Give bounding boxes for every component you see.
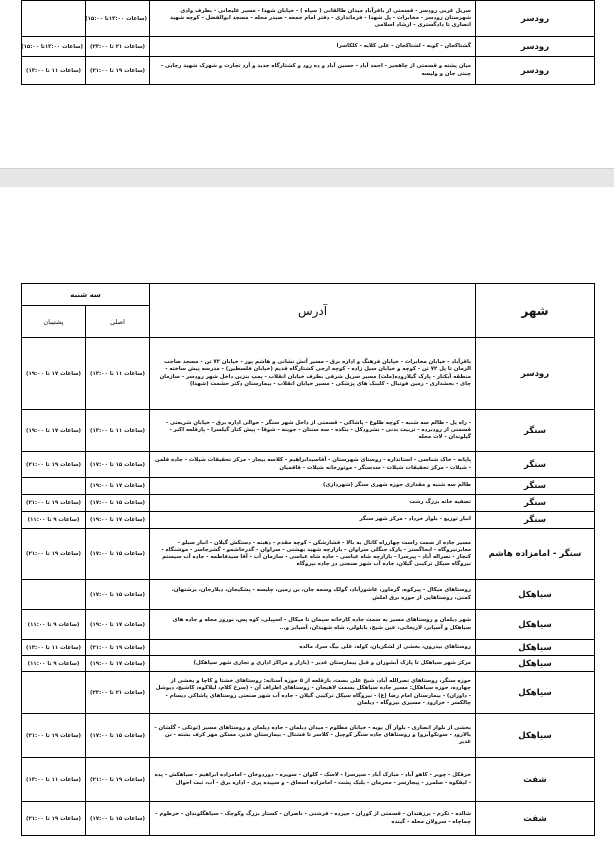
city-cell: سنگر - امامزاده هاشم — [476, 529, 595, 580]
page — [0, 187, 614, 864]
main-time-cell: (ساعات ۱۳:۰۰تا ۱۵:۰۰) — [86, 1, 150, 37]
page-separator — [0, 168, 614, 188]
city-cell: شفت — [476, 758, 595, 802]
backup-time-cell: (ساعات ۱۷ تا ۱۹:۰۰) — [22, 338, 86, 410]
main-time-cell: (ساعات ۱۵ تا ۱۷:۰۰) — [86, 495, 150, 512]
table-row — [22, 580, 595, 610]
address-cell: روستاهای میکال - پیرکوه، گرماور، عاشورآباد، گولک وسمه جان، بن زمین، چلیسه - پشکیجان، دیلارجان، برشنهان، کمنی، روستاهایی از حوزه برق املش — [150, 580, 476, 610]
address-cell: مسیر جاده از سمت راست چهارراه کانال به بالا - فشارشکن - کوچه مقدم - دهبنه - دستکش گیلان - انبار سبلو - معابرنیروگاه - ابحاگستر - پارک جنگلی سراوان - بازارچه شهید بهشتی - سراوان - گدرخاشمو - گشرجاسر - موشنگاه - کنجار - نصراله آباد - پیرسرا - بازارچه شاه عباسی - جاده شاه عباسی - سازمان آب - آقا سیدفاطمه - جاده آب سیستم نیروگاه سیکل ترکیبی گیلان، جاده آب شهر صنعتی در جاده نیروگاه — [150, 529, 476, 580]
table-row — [22, 452, 595, 478]
city-cell: سیاهکل — [476, 656, 595, 672]
table-row — [22, 714, 595, 758]
address-cell: انبار توزیع - بلوار خرداد - مرکز شهر سنگر — [150, 512, 476, 529]
backup-time-cell: (ساعات ۱۱ تا ۱۳:۰۰) — [22, 57, 86, 85]
main-time-cell: (ساعات ۱۹ تا ۲۱:۰۰) — [86, 640, 150, 656]
previous-page-fragment — [0, 0, 614, 168]
main-time-cell: (ساعات ۱۹ تا ۲۱:۰۰) — [86, 758, 150, 802]
city-cell: رودسر — [476, 338, 595, 410]
address-cell: گشتاکجان - کوبه - لشتاکجان - علی کلایه - کلکاسرا — [150, 37, 476, 57]
table-row — [22, 672, 595, 714]
city-cell: رودسر — [476, 57, 595, 85]
main-time-cell: (ساعات ۱۵ تا ۱۷:۰۰) — [86, 529, 150, 580]
address-cell: حوزه سنگر، روستاهای نصرالله آباد، شیخ علی بست، بازقلعه از ۵ حوزه آستانه: روستاهای خشتا و کاچا و بخشی از چهارده، حوزه سیاهکل: مسیر جاده سیاهکل بسمت لاهیجان - روستاهای اطراف آن - (سرخ کلام، لیلاکوه، کاشیچ، دیوشل - داوزان) - بیمارستان امام رضا (ع) - نیروگاه سیکل ترکیبی گیلان - جاده آب شهر صنعتی روستاهای پاشاکی دیسام - چالکسر - خرارود - مسیری نیروگاه - دیلمان — [150, 672, 476, 714]
main-time-cell: (ساعات ۱۷ تا ۱۹:۰۰) — [86, 478, 150, 495]
day-column-header: سه شنبه — [22, 284, 150, 306]
table-row — [22, 37, 595, 57]
address-cell: خرفکل - چوبر - کاهو آباد - مبارک آباد - سپرسرا - لاسک - کلوان - سویره - دوردوخان - امامزاده ابراهیم - سیاهکش - پده - لیفکوه - سلمرز - پیجارسر - محرمان - بلبک پشت - امامزاده اسحاق - و سپیده پری - اداره برق - آب، ثبت احوال — [150, 758, 476, 802]
main-time-cell: (ساعات ۱۹ تا ۲۱:۰۰) — [86, 57, 150, 85]
city-cell: سنگر — [476, 452, 595, 478]
outage-schedule-table — [21, 283, 595, 836]
backup-time-cell: (ساعات ۹ تا ۱۱:۰۰) — [22, 656, 86, 672]
address-cell: پاپانه - خاک شناسی - استانداره - روستای شهرستان - آقاسیدابراهیم - کلاسه بیجار - مرکز تحقیقات شیلات - جاده فلمن - شیلات - مرکز تحقیقات شیلات - سدسنگر - موتورخانه شیلات - فاقمیان — [150, 452, 476, 478]
address-cell: مرکز شهر سیاهکل تا پارک آبشوران و قبل بیمارستان غدیر - (بازار و مراکز اداری و تجاری شهر سیاهکل) — [150, 656, 476, 672]
main-column-header: اصلی — [86, 306, 150, 338]
address-column-header: آدرس — [150, 284, 476, 338]
address-cell: شهر دیلمان و روستاهای مسیر به سمت جاده کارخانه سیمان تا میکال - اسپیلی، کوه پس، نوروز محله و جاده های سیاهکل و آسیابر، لاریخانی، عین شیخ، بابلولی، شاه شهیدان، آسیابر و... — [150, 610, 476, 640]
top-table — [21, 0, 595, 85]
backup-time-cell: (ساعات ۱۳:۰۰تا ۱۵:۰۰) — [22, 37, 86, 57]
table-row — [22, 338, 595, 410]
main-time-cell: (ساعات ۱۷ تا ۱۹:۰۰) — [86, 512, 150, 529]
backup-time-cell: (ساعات ۱۹ تا ۲۱:۰۰) — [22, 802, 86, 836]
city-cell: سیاهکل — [476, 714, 595, 758]
main-time-cell: (ساعات ۱۵ تا ۱۷:۰۰) — [86, 802, 150, 836]
backup-time-cell: (ساعات ۹ تا ۱۱:۰۰) — [22, 512, 86, 529]
table-row — [22, 478, 595, 495]
address-cell: بخشی از بلوار انصاری - بلوار آل بویه - خیابان مطلوم - میدان دیلمان - جاده دیلمان و روستاهای مسیر (توتکی - گلشان - بالارود - سوتکوآبرو) و روستاهای جاده سنگر کوچیل - کلاسر تا فشتال - بیمارستان غدیر، مسکن مهر کرف بشته - تن غدیر — [150, 714, 476, 758]
table-row — [22, 57, 595, 85]
city-cell: رودسر — [476, 1, 595, 37]
city-cell: سنگر — [476, 478, 595, 495]
main-time-cell: (ساعات ۱۷ تا ۱۹:۰۰) — [86, 610, 150, 640]
table-row — [22, 640, 595, 656]
address-cell: - راه پل - طالم سه شنبه - کوچه طلوع - پاشاکی - قسمتی از داخل شهر سنگر - حوالی اداره برق - خیابان شریعتی - قسمتی از رودبرده - تربیت بدنی - نشرودکل - بنکده - سه سنتان - جوینه - شوقا - پیش کنار گیلسرا - پازقلعه اکبر - گیلوندان - لات محله — [150, 410, 476, 452]
address-cell: شالده - تکرم - برزهندان - قسمتی از کوران - جیرده - فرشتی - ناصران - کسنار بزرگ وکوچک - سیاهگلوندان - خرطوم - چماچاه - سرولان محله - گینده — [150, 802, 476, 836]
table-row — [22, 1, 595, 37]
table-row — [22, 495, 595, 512]
table-row — [22, 529, 595, 580]
city-cell: سیاهکل — [476, 610, 595, 640]
main-time-cell: (ساعات ۲۱ تا ۲۳:۰۰) — [86, 672, 150, 714]
backup-time-cell: (ساعات ۹ تا ۱۱:۰۰) — [22, 610, 86, 640]
city-cell: سیاهکل — [476, 580, 595, 610]
main-time-cell: (ساعات ۱۱ تا ۱۳:۰۰) — [86, 410, 150, 452]
city-cell: سیاهکل — [476, 672, 595, 714]
city-cell: سنگر — [476, 495, 595, 512]
city-cell: سنگر — [476, 410, 595, 452]
backup-time-cell: (ساعات ۱۱ تا ۱۳:۰۰) — [22, 640, 86, 656]
table-row — [22, 410, 595, 452]
backup-time-cell — [22, 478, 86, 495]
backup-time-cell — [22, 1, 86, 37]
address-cell: تصفیه خانه بزرگ رشت — [150, 495, 476, 512]
city-cell: رودسر — [476, 37, 595, 57]
city-column-header: شهر — [476, 284, 595, 338]
table-row — [22, 758, 595, 802]
table-row — [22, 512, 595, 529]
backup-time-cell: (ساعات ۱۹ تا ۲۱:۰۰) — [22, 495, 86, 512]
city-cell: شفت — [476, 802, 595, 836]
main-time-cell: (ساعات ۱۷ تا ۱۹:۰۰) — [86, 656, 150, 672]
address-cell: طالم سه شنبه و مقداری حوزه شهری سنگر (شهرداری) — [150, 478, 476, 495]
backup-time-cell: (ساعات ۱۹ تا ۲۱:۰۰) — [22, 714, 86, 758]
table-row — [22, 656, 595, 672]
address-cell: میان پشته و قسمتی از چاهجیر - احمد آباد - حسین آباد و ده رود و کشتارگاه جدید و آرد تجارت و شهرک شهید رجایی - چینی جان و ولیسه — [150, 57, 476, 85]
backup-time-cell — [22, 580, 86, 610]
main-time-cell: (ساعات ۱۱ تا ۱۳:۰۰) — [86, 338, 150, 410]
backup-time-cell — [22, 672, 86, 714]
backup-time-cell: (ساعات ۱۱ تا ۱۳:۰۰) — [22, 758, 86, 802]
address-cell: سریل غربی رودسر - قسمتی از بافرآباد میدان طالقانی ( سپاه ) - خیابان شهدا - مسیر علیجانی - بطرف وادی شهرستان رودسر - مخابرات - پل شهدا - فرمانداری - دفتر امام جمعه - صیدر محله - مسجد ابوالفضل - کوچه شهید انصاری تا دادگستری - ارشاد اسلامی — [150, 1, 476, 37]
city-cell: سنگر — [476, 512, 595, 529]
address-cell: باقرآباد - خیابان مخابرات - خیابان فرهنگ و اداره برق - مسیر آتش نشانی و هاشم پور - خیابان ۷۲ تن - مسجد صاحب الزمان تا پل ۷۲ تن - کوچه و خیابان سیل زاده - کوچه ارجی کشتارگاه قدیم (خیابان فلسطین) - مدرسه پیش ساخته - منطقه آبکنار - پارک گیلاروده(ملت) مسیر سریل شرقی بطرف خیابان انقلاب - پمپ بنزین داخل شهر رودسر - سازمان چای - بخشداری - زمین فوتبال - کلینک های پزشکی - مسیر خیابان انقلاب - بیمارستان دکتر حشمت (شهدا) — [150, 338, 476, 410]
main-time-cell: (ساعات ۱۵ تا ۱۷:۰۰) — [86, 580, 150, 610]
city-cell: سیاهکل — [476, 640, 595, 656]
backup-column-header: پشتیبان — [22, 306, 86, 338]
main-time-cell: (ساعات ۲۱ تا ۲۳:۰۰) — [86, 37, 150, 57]
backup-time-cell: (ساعات ۱۹ تا ۲۱:۰۰) — [22, 452, 86, 478]
backup-time-cell: (ساعات ۱۹ تا ۲۱:۰۰) — [22, 529, 86, 580]
main-time-cell: (ساعات ۱۵ تا ۱۷:۰۰) — [86, 452, 150, 478]
table-row — [22, 802, 595, 836]
address-cell: روستاهای بیدرون، بخشی از لشکریان، کوله، علی بیگ سرا، مالده — [150, 640, 476, 656]
backup-time-cell: (ساعات ۱۷ تا ۱۹:۰۰) — [22, 410, 86, 452]
main-time-cell: (ساعات ۱۵ تا ۱۷:۰۰) — [86, 714, 150, 758]
table-row — [22, 610, 595, 640]
